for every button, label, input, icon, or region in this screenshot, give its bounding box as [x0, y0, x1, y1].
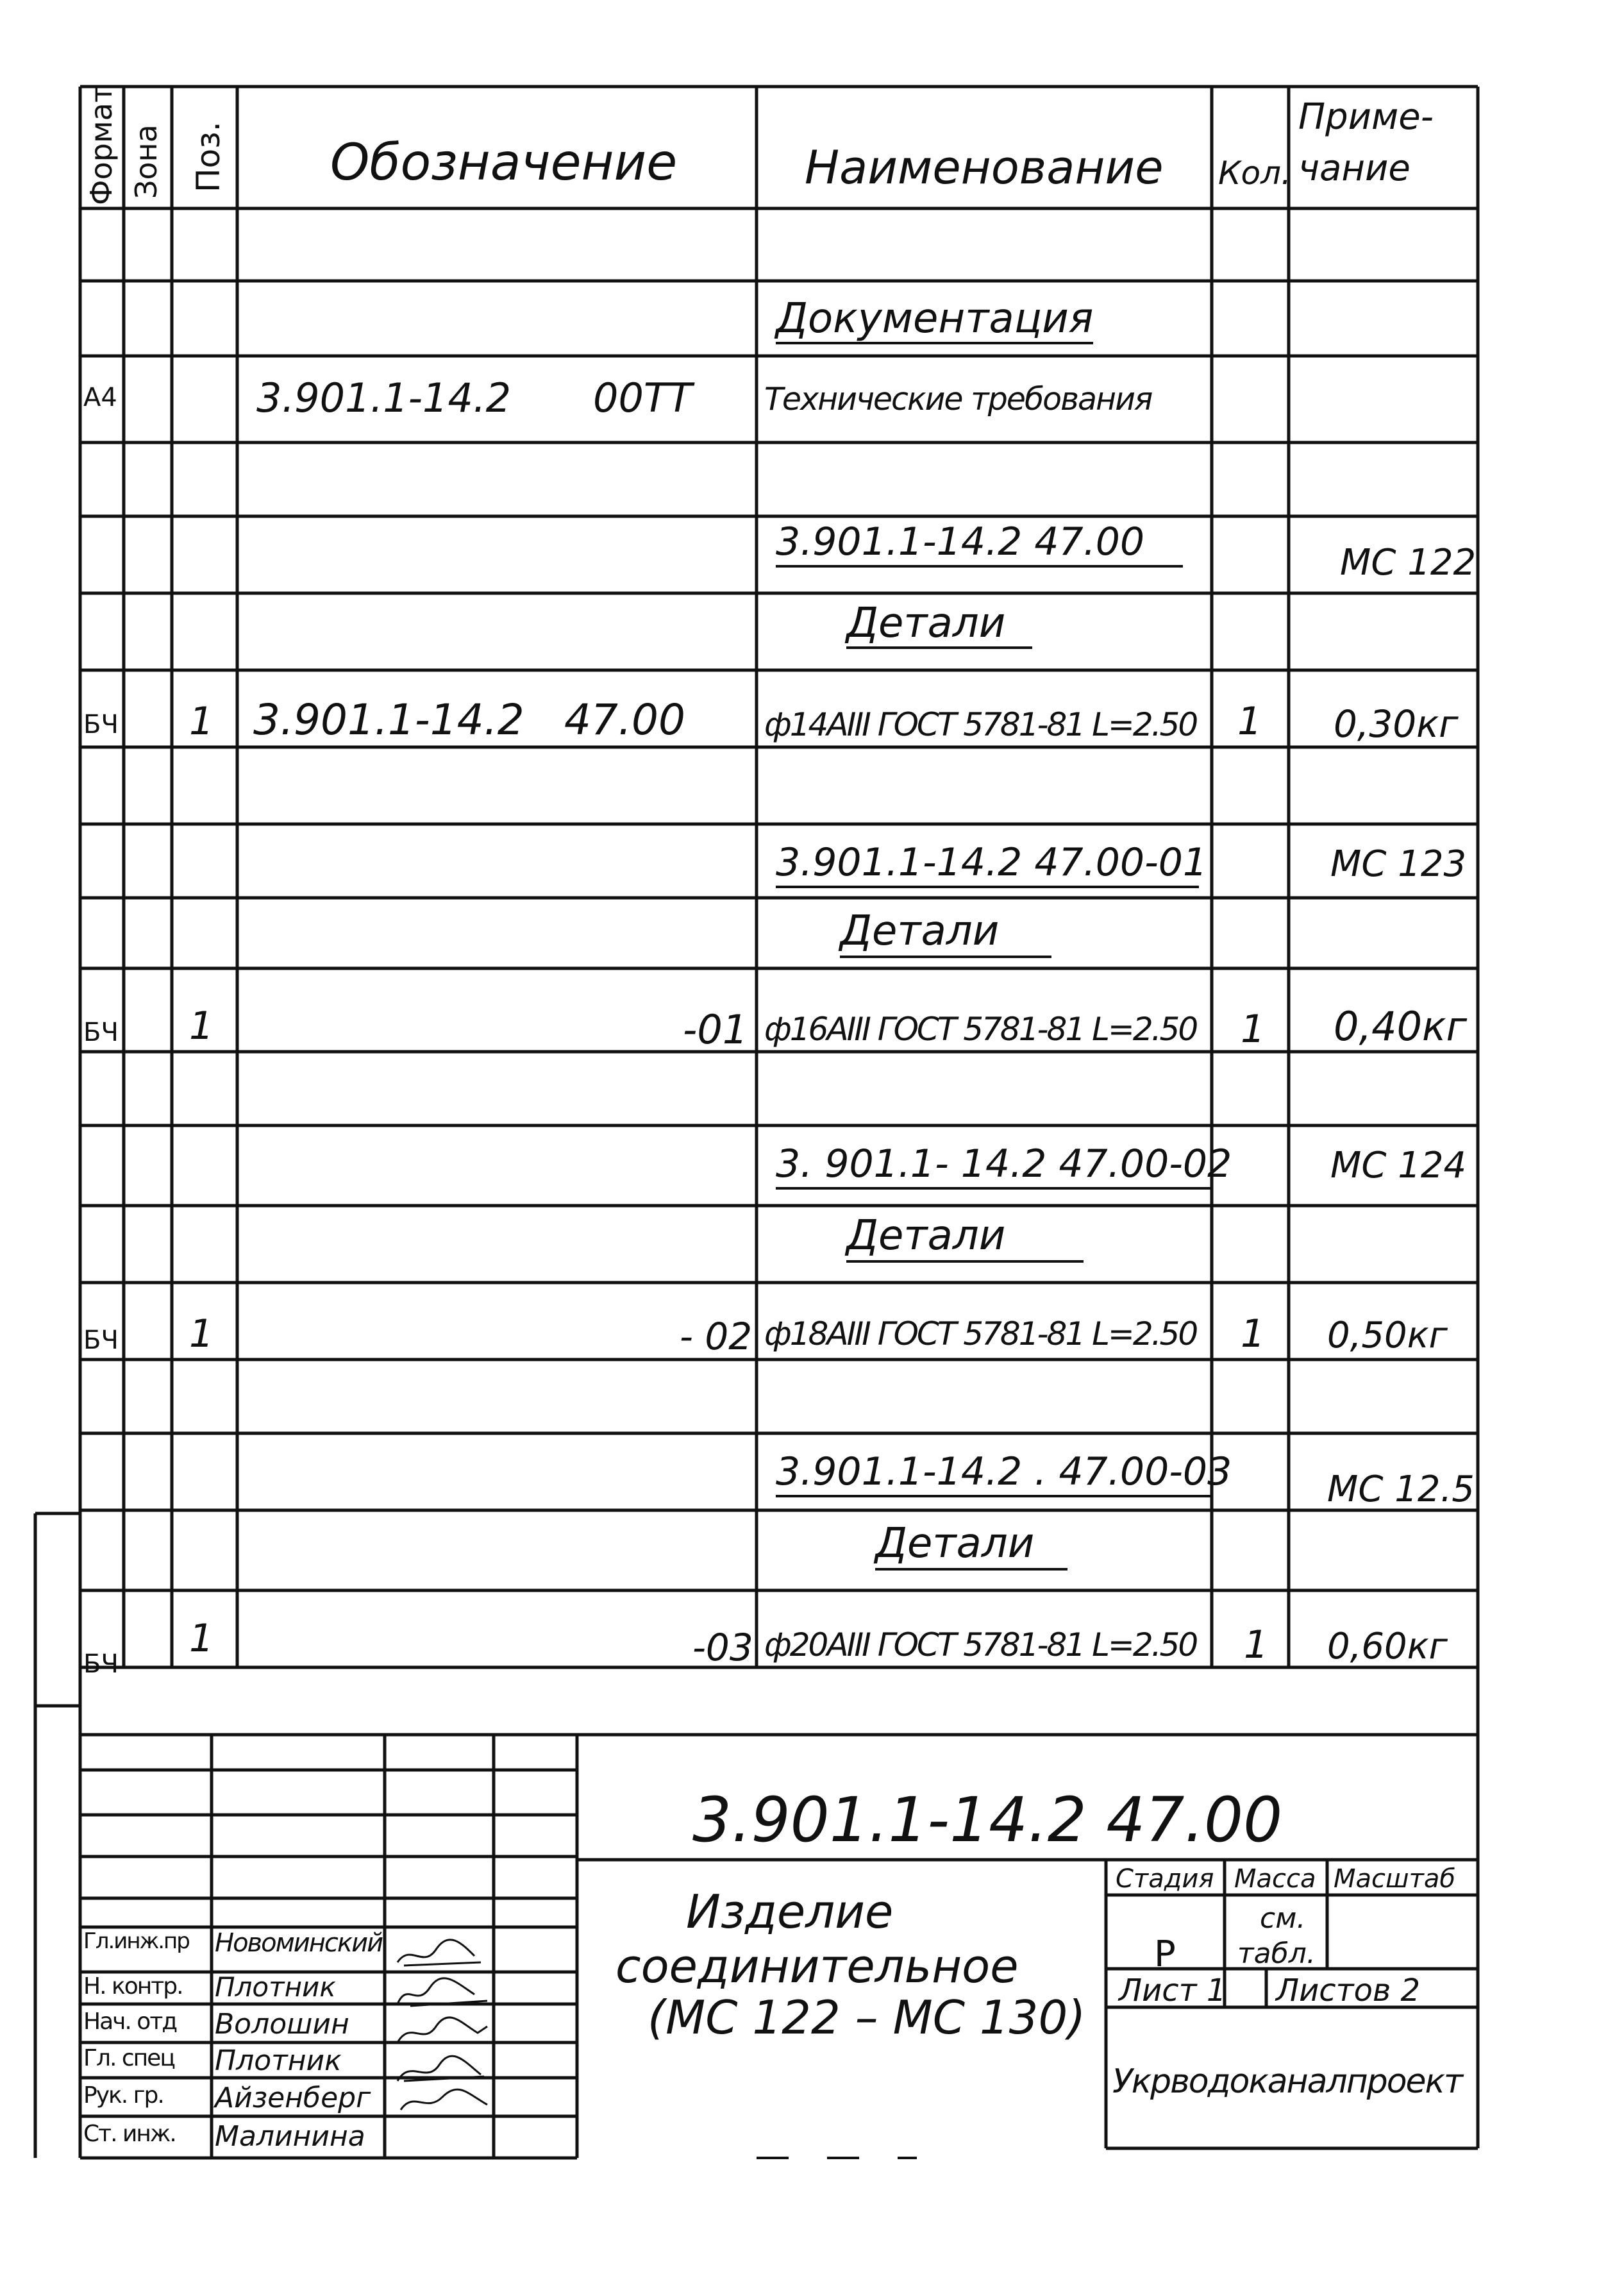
row6-assembly-number: 3.901.1-14.2 47.00-01: [776, 843, 1199, 888]
signer-role: Ст. инж.: [83, 2121, 176, 2147]
col-zone-header: Зона: [129, 124, 163, 199]
row11-pos: 1: [189, 1311, 214, 1356]
doc-number: 3.901.1-14.2 47.00: [692, 1784, 1283, 1856]
row5-note: 0,30кг: [1334, 702, 1459, 746]
row2-format: А4: [83, 383, 117, 412]
row2-designation: 3.901.1-14.2: [256, 375, 512, 421]
row4-section-details: Детали: [846, 603, 1032, 649]
row8-note: 0,40кг: [1334, 1003, 1468, 1050]
signer-name: Малинина: [215, 2120, 365, 2153]
scale-label: Масштаб: [1334, 1864, 1456, 1894]
signer-role: Рук. гр.: [83, 2082, 163, 2109]
row8-format: БЧ: [83, 1018, 119, 1047]
row14-format: БЧ: [83, 1649, 119, 1679]
signer-role: Гл. спец: [83, 2045, 174, 2071]
signer-role: Н. контр.: [83, 1973, 183, 2000]
row7-section-details: Детали: [840, 911, 1051, 958]
row14-name: ф20АIII ГОСТ 5781-81 L=2.50: [764, 1626, 1197, 1663]
col-name-header: Наименование: [805, 140, 1164, 194]
row12-assembly-number: 3.901.1-14.2 . 47.00-03: [776, 1453, 1212, 1497]
mass-label: Масса: [1234, 1864, 1316, 1894]
row8-pos: 1: [189, 1004, 214, 1049]
signature-mark: [391, 1930, 494, 2116]
row3-assembly-number: 3.901.1-14.2 47.00: [776, 523, 1183, 568]
doc-title-line1: Изделие: [686, 1885, 894, 1939]
col-format-header: Формат: [84, 85, 119, 205]
signer-name: Плотник: [215, 2044, 342, 2077]
row5-pos: 1: [189, 699, 214, 744]
row11-qty: 1: [1241, 1311, 1266, 1356]
sheet-number: Лист 1: [1119, 1973, 1226, 2009]
col-designation-header: Обозначение: [330, 134, 678, 192]
row8-name: ф16АIII ГОСТ 5781-81 L=2.50: [764, 1011, 1197, 1048]
signer-name: Волошин: [215, 2008, 349, 2041]
row11-format: БЧ: [83, 1326, 119, 1355]
row14-code: -03: [692, 1626, 753, 1669]
col-note-header-line2: чание: [1298, 147, 1411, 189]
row5-qty: 1: [1237, 699, 1262, 744]
row12-note: МС 12.5: [1327, 1469, 1475, 1510]
col-qty-header: Кол.: [1218, 155, 1291, 192]
signer-name: Новоминский: [215, 1928, 383, 1958]
row5-designation: 3.901.1-14.2: [253, 695, 524, 745]
row5-name: ф14АIII ГОСТ 5781-81 L=2.50: [764, 706, 1197, 743]
signer-role: Гл.инж.пр: [83, 1928, 189, 1954]
row3-note: МС 122: [1340, 542, 1477, 584]
col-note-header-line1: Приме-: [1298, 96, 1434, 138]
row14-qty: 1: [1244, 1622, 1269, 1667]
row11-name: ф18АIII ГОСТ 5781-81 L=2.50: [764, 1315, 1197, 1352]
doc-title-line3: (МС 122 – МС 130): [648, 1991, 1086, 2044]
stage-value: Р: [1154, 1933, 1176, 1975]
mass-value-line1: см.: [1260, 1902, 1306, 1935]
sheets-total: Листов 2: [1276, 1973, 1421, 2009]
row6-note: МС 123: [1330, 843, 1467, 885]
row9-note: МС 124: [1330, 1145, 1467, 1186]
mass-value-line2: табл.: [1237, 1937, 1316, 1970]
row14-note: 0,60кг: [1327, 1626, 1448, 1667]
signer-name: Плотник: [215, 1971, 336, 2003]
row2-code: 00ТТ: [593, 375, 692, 421]
row9-assembly-number: 3. 901.1- 14.2 47.00-02: [776, 1145, 1212, 1190]
row13-section-details: Детали: [875, 1523, 1067, 1571]
doc-title-line2: соединительное: [615, 1939, 1019, 1993]
row5-code: 47.00: [564, 695, 685, 745]
col-pos-header: Поз.: [190, 121, 227, 192]
row11-code: - 02: [680, 1315, 753, 1358]
row8-qty: 1: [1241, 1007, 1266, 1052]
signer-name: Айзенберг: [215, 2082, 371, 2114]
row11-note: 0,50кг: [1327, 1315, 1448, 1356]
section-heading-documentation: Документация: [776, 298, 1093, 344]
row14-pos: 1: [189, 1616, 214, 1661]
row5-format: БЧ: [83, 710, 119, 739]
organization-name: Укрводоканалпроект: [1112, 2062, 1462, 2101]
signer-role: Нач. отд: [83, 2009, 177, 2035]
row8-code: -01: [683, 1006, 748, 1053]
stage-label: Стадия: [1116, 1864, 1214, 1894]
row2-name: Технические требования: [764, 381, 1152, 417]
row10-section-details: Детали: [846, 1215, 1084, 1263]
